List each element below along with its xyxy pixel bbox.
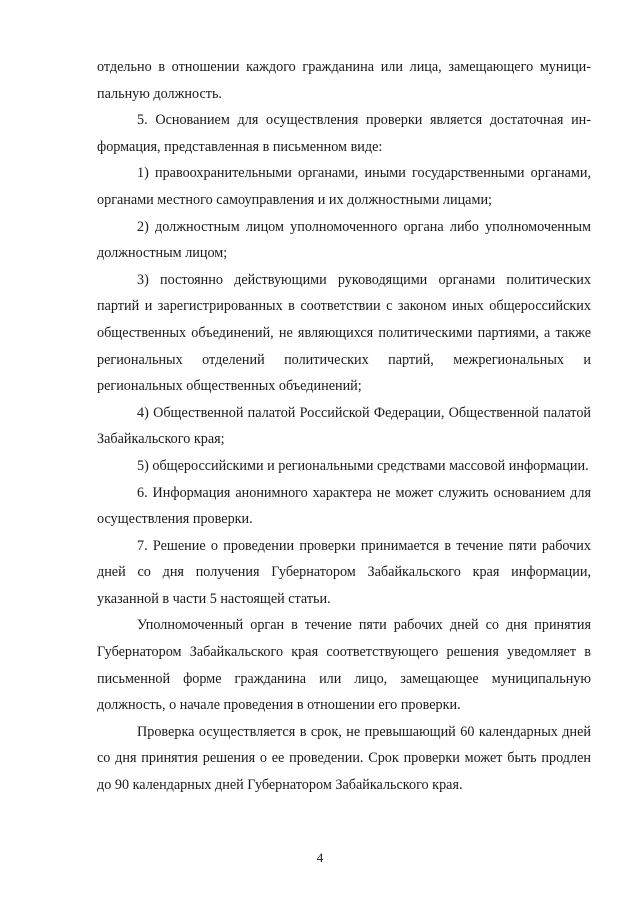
- paragraph-8: 6. Информация анонимного характера не может служить основанием для осуществления проверки.: [97, 484, 591, 528]
- page-number: 4: [316, 850, 324, 865]
- paragraph-1: отдельно в отношении каждого гражданина или лица, замещающего муниципальную должность.: [97, 59, 591, 102]
- paragraph-7: 5) общероссийскими и региональными средствами массовой информации.: [137, 457, 589, 474]
- paragraph-2: 5. Основанием для осуществления проверки является достаточная информация, представленная в письменном виде:: [97, 112, 591, 155]
- paragraph-5: 3) постоянно действующими руководящими органами политических партий и зарегистрированных в соответствии с законом иных общероссийских общественных объединений, не являющихся политическими партиями, а также региональных отделений политических партий, межрегиональных и региональных общественных объединений;: [97, 271, 591, 395]
- paragraph-6: 4) Общественной палатой Российской Федерации, Общественной палатой Забайкальского края;: [97, 404, 591, 448]
- body-text: [97, 54, 591, 799]
- paragraph-4: 2) должностным лицом уполномоченного органа либо уполномоченным должностным лицом;: [97, 218, 591, 262]
- paragraph-11: Проверка осуществляется в срок, не превышающий 60 календарных дней со дня принятия решения о ее проведении. Срок проверки может быть продлен до 90 календарных дней Губернатором Забайкальского края.: [97, 723, 591, 794]
- paragraph-3: 1) правоохранительными органами, иными государственными органами, органами местного самоуправления и их должностными лицами;: [97, 165, 591, 208]
- paragraph-9: 7. Решение о проведении проверки принимается в течение пяти рабочих дней со дня получения Губернатором Забайкальского края информации, указанной в части 5 настоящей статьи.: [97, 537, 591, 607]
- paragraph-10: Уполномоченный орган в течение пяти рабочих дней со дня принятия Губернатором Забайкальского края соответствующего решения уведомляет в письменной форме гражданина или лицо, замещающее муниципальную должность, о начале проведения в отношении его проверки.: [97, 617, 591, 714]
